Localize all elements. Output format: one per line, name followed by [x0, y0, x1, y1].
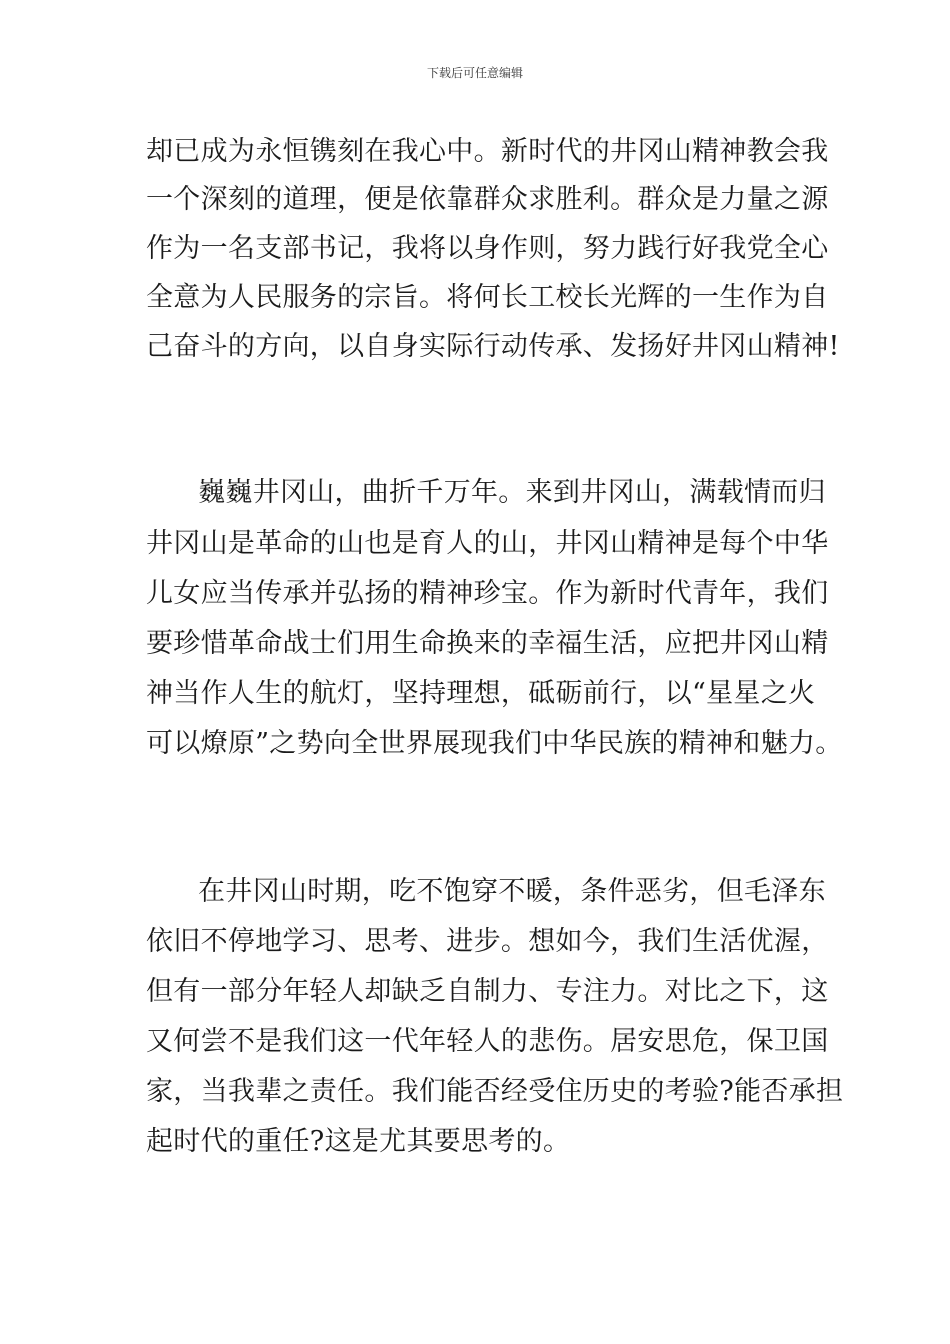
text-line: 起时代的重任?这是尤其要思考的。 — [146, 1126, 571, 1157]
text-line: 家，当我辈之责任。我们能否经受住历史的考验?能否承担 — [146, 1076, 844, 1107]
text-line: 神当作人生的航灯，坚持理想，砥砺前行，以“星星之火 — [146, 678, 816, 709]
text-line: 又何尝不是我们这一代年轻人的悲伤。居安思危，保卫国 — [146, 1026, 829, 1057]
text-line: 井冈山是革命的山也是育人的山，井冈山精神是每个中华 — [146, 528, 829, 559]
text-line: 依旧不停地学习、思考、进步。想如今，我们生活优渥， — [146, 926, 829, 957]
text-line: 己奋斗的方向，以自身实际行动传承、发扬好井冈山精神! — [146, 331, 840, 362]
text-line: 儿女应当传承并弘扬的精神珍宝。作为新时代青年，我们 — [146, 578, 829, 609]
text-line: 一个深刻的道理，便是依靠群众求胜利。群众是力量之源 — [146, 184, 829, 215]
page-header-note: 下载后可任意编辑 — [426, 66, 523, 80]
text-line: 在井冈山时期，吃不饱穿不暖，条件恶劣，但毛泽东 — [198, 876, 826, 907]
text-line: 却已成为永恒镌刻在我心中。新时代的井冈山精神教会我 — [146, 136, 829, 167]
text-line: 全意为人民服务的宗旨。将何长工校长光辉的一生作为自 — [146, 282, 829, 313]
text-line: 巍巍井冈山，曲折千万年。来到井冈山，满载情而归 — [198, 477, 826, 508]
text-line: 但有一部分年轻人却缺乏自制力、专注力。对比之下，这 — [146, 976, 829, 1007]
text-line: 要珍惜革命战士们用生命换来的幸福生活，应把井冈山精 — [146, 628, 829, 659]
text-line: 可以燎原”之势向全世界展现我们中华民族的精神和魅力。 — [146, 728, 843, 759]
text-line: 作为一名支部书记，我将以身作则，努力践行好我党全心 — [146, 233, 829, 264]
